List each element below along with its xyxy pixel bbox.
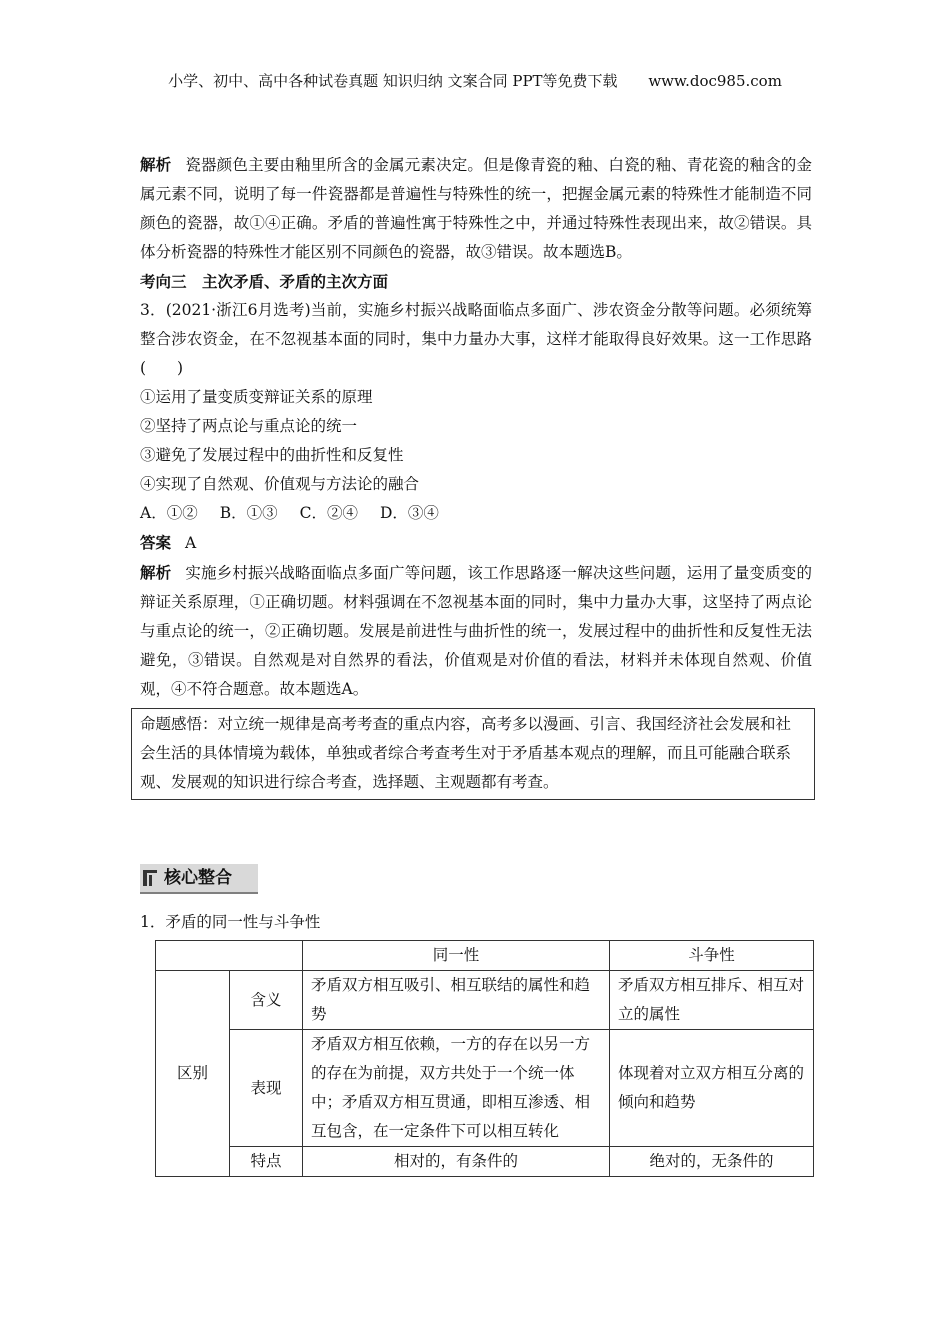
answer-choices <box>140 499 812 528</box>
answer-line <box>140 528 812 558</box>
table-cell: 矛盾双方相互依赖，一方的存在以另一方的存在为前提，双方共处于一个统一体中；矛盾双方相互贯通，即相互渗透、相互包含，在一定条件下可以相互转化 <box>303 1030 610 1147</box>
choice-b: B．①③ <box>219 504 278 522</box>
table-cell: 矛盾双方相互排斥、相互对立的属性 <box>610 971 814 1030</box>
table-row-label: 含义 <box>230 971 303 1030</box>
insight-text: 命题感悟：对立统一规律是高考考查的重点内容，高考多以漫画、引言、我国经济社会发展和社会生活的具体情境为载体，单独或者综合考查考生对于矛盾基本观点的理解，而且可能融合联系观、发展观的知识进行综合考查，选择题、主观题都有考查。 <box>140 715 792 791</box>
analysis-label: 解析 <box>140 155 172 174</box>
comparison-table <box>155 940 814 1177</box>
answer-value: A <box>185 534 197 552</box>
main-content <box>140 150 812 800</box>
table-row-label: 特点 <box>230 1147 303 1177</box>
table-corner-cell <box>156 941 303 971</box>
choice-c: C．②④ <box>299 504 358 522</box>
table-cell: 相对的，有条件的 <box>303 1147 610 1177</box>
analysis-block-1 <box>140 150 812 267</box>
core-section-title: 核心整合 <box>164 868 232 888</box>
table-header-struggle: 斗争性 <box>610 941 814 971</box>
analysis-label-2: 解析 <box>140 563 172 582</box>
choice-a: A．①② <box>140 504 198 522</box>
section-heading: 考向三 主次矛盾、矛盾的主次方面 <box>140 272 389 291</box>
option-1: ①运用了量变质变辩证关系的原理 <box>140 388 373 406</box>
table-row <box>156 1147 814 1177</box>
section-mark-icon <box>143 870 157 886</box>
question-stem: 3．(2021·浙江6月选考)当前，实施乡村振兴战略面临点多面广、涉农资金分散等问题。必须统筹整合涉农资金，在不忽视基本面的同时，集中力量办大事，这样才能取得良好效果。这一工作思路( ) <box>140 301 812 377</box>
analysis-text-2: 实施乡村振兴战略面临点多面广等问题，该工作思路逐一解决这些问题，运用了量变质变的辩证关系原理，①正确切题。材料强调在不忽视基本面的同时，集中力量办大事，这坚持了两点论与重点论的统一，②正确切题。发展是前进性与曲折性的统一，发展过程中的曲折性和反复性无法避免，③错误。自然观是对自然界的看法，价值观是对价值的看法，材料并未体现自然观、价值观，④不符合题意。故本题选A。 <box>140 564 812 698</box>
choice-d: D．③④ <box>379 504 439 522</box>
table-row <box>156 971 814 1030</box>
table-cell: 绝对的，无条件的 <box>610 1147 814 1177</box>
header-site: www.doc985.com <box>648 72 782 90</box>
table-group-cell: 区别 <box>156 971 230 1177</box>
table-row <box>156 1030 814 1147</box>
insight-box <box>131 708 815 800</box>
analysis-text: 瓷器颜色主要由釉里所含的金属元素决定。但是像青瓷的釉、白瓷的釉、青花瓷的釉含的金属元素不同，说明了每一件瓷器都是普遍性与特殊性的统一，把握金属元素的特殊性才能制造不同颜色的瓷器，故①④正确。矛盾的普遍性寓于特殊性之中，并通过特殊性表现出来，故②错误。具体分析瓷器的特殊性才能区别不同颜色的瓷器，故③错误。故本题选B。 <box>140 156 812 261</box>
answer-label: 答案 <box>140 533 172 552</box>
table-header-identity: 同一性 <box>303 941 610 971</box>
header-text: 小学、初中、高中各种试卷真题 知识归纳 文案合同 PPT等免费下载 <box>168 72 618 90</box>
table-header-row <box>156 941 814 971</box>
table-cell: 矛盾双方相互吸引、相互联结的属性和趋势 <box>303 971 610 1030</box>
table-row-label: 表现 <box>230 1030 303 1147</box>
core-subheading: 1．矛盾的同一性与斗争性 <box>140 913 321 931</box>
table-cell: 体现着对立双方相互分离的倾向和趋势 <box>610 1030 814 1147</box>
option-4: ④实现了自然观、价值观与方法论的融合 <box>140 475 420 493</box>
page-header <box>0 70 950 91</box>
option-3: ③避免了发展过程中的曲折性和反复性 <box>140 446 404 464</box>
option-2: ②坚持了两点论与重点论的统一 <box>140 417 358 435</box>
analysis-block-2 <box>140 558 812 704</box>
core-section-tag <box>140 864 258 894</box>
